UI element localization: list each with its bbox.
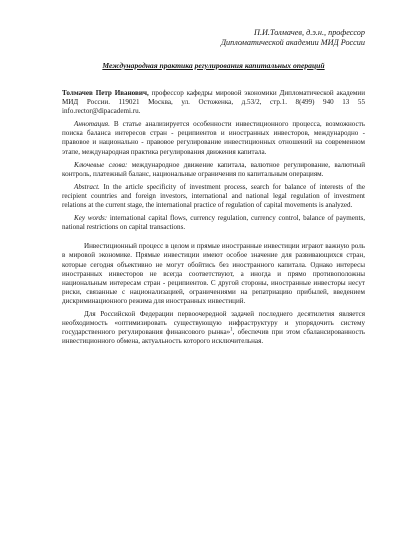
- footnote-ref[interactable]: 1: [230, 327, 233, 333]
- keywords-en-text: international capital flows, currency regulation, currency control, balance of payments, national restrictions on capital transactions.: [62, 214, 366, 232]
- header-affiliation: Дипломатической академии МИД России: [220, 38, 365, 47]
- author-block: [62, 89, 365, 116]
- abstract-en: [62, 183, 365, 210]
- author-name: Толмачев Петр Иванович,: [62, 89, 149, 97]
- author-details: профессор кафедры мировой экономики Дипломатической академии МИД России. 119021 Москва, ул. Остоженка, д.53/2, стр.1. 8(499) 940 13 55 info.rector@dipacademi.ru.: [62, 89, 365, 116]
- keywords-en-label: Key words:: [74, 214, 108, 223]
- abstract-en-text: In the article specificity of investment process, search for balance of interests of the recipient countries and foreign investors, international and national legal regulation of investment relations at the current stage, the international practice of regulation of capital movements is analyzed.: [62, 182, 365, 210]
- body-paragraph-2-text-a: Для Российской Федерации первоочередной задачей последнего десятилетия является необходимость «оптимизировать существующую инфраструктуру и упорядочить систему государственного регулирования финансового рынка»: [62, 309, 365, 337]
- keywords-ru: [62, 161, 365, 179]
- header-author: П.И.Толмачев, д.э.н., профессор: [254, 28, 365, 37]
- keywords-ru-text: международное движение капитала, валютное регулирование, валютный контроль, платежный баланс, национальные ограничения по капитальным операциям.: [62, 160, 365, 178]
- keywords-ru-label: Ключевые слова:: [74, 160, 128, 169]
- keywords-en: [62, 214, 365, 232]
- body-paragraph-2: [62, 310, 365, 346]
- abstract-ru: [62, 120, 365, 156]
- abstract-ru-text: В статье анализируется особенности инвестиционного процесса, возможность поиска баланса интересов стран - реципиентов и иностранных инвесторов, международно - правовое и национально - правовое регулирование инвестиционных отношений на современном этапе, международная практика регулирования движения капитала.: [62, 120, 365, 156]
- body-paragraph-1: Инвестиционный процесс в целом и прямые иностранные инвестиции играют важную роль в мировой экономике. Прямые инвестиции имеют особое значение для развивающихся стран, которые сегодня объективно не могут обойтись без иностранного капитала. Однако интересы иностранных инвесторов не всегда соответствуют, а иногда и прямо противоположны национальным интересам стран - реципиентов. С другой стороны, иностранные инвесторы несут риски, связанные с национализацией, ограничениями на репатриацию прибылей, введением дискриминационного режима для иностранных инвестиций.: [62, 242, 365, 305]
- body-paragraph-2-text-b: , обеспечив при этом сбалансированность инвестиционного обмена, актуальность которого исключительная.: [62, 328, 365, 346]
- article-title: Международная практика регулирования капитальных операций: [102, 61, 325, 70]
- abstract-ru-label: Аннотация.: [74, 120, 110, 129]
- abstract-en-label: Abstract.: [74, 182, 100, 191]
